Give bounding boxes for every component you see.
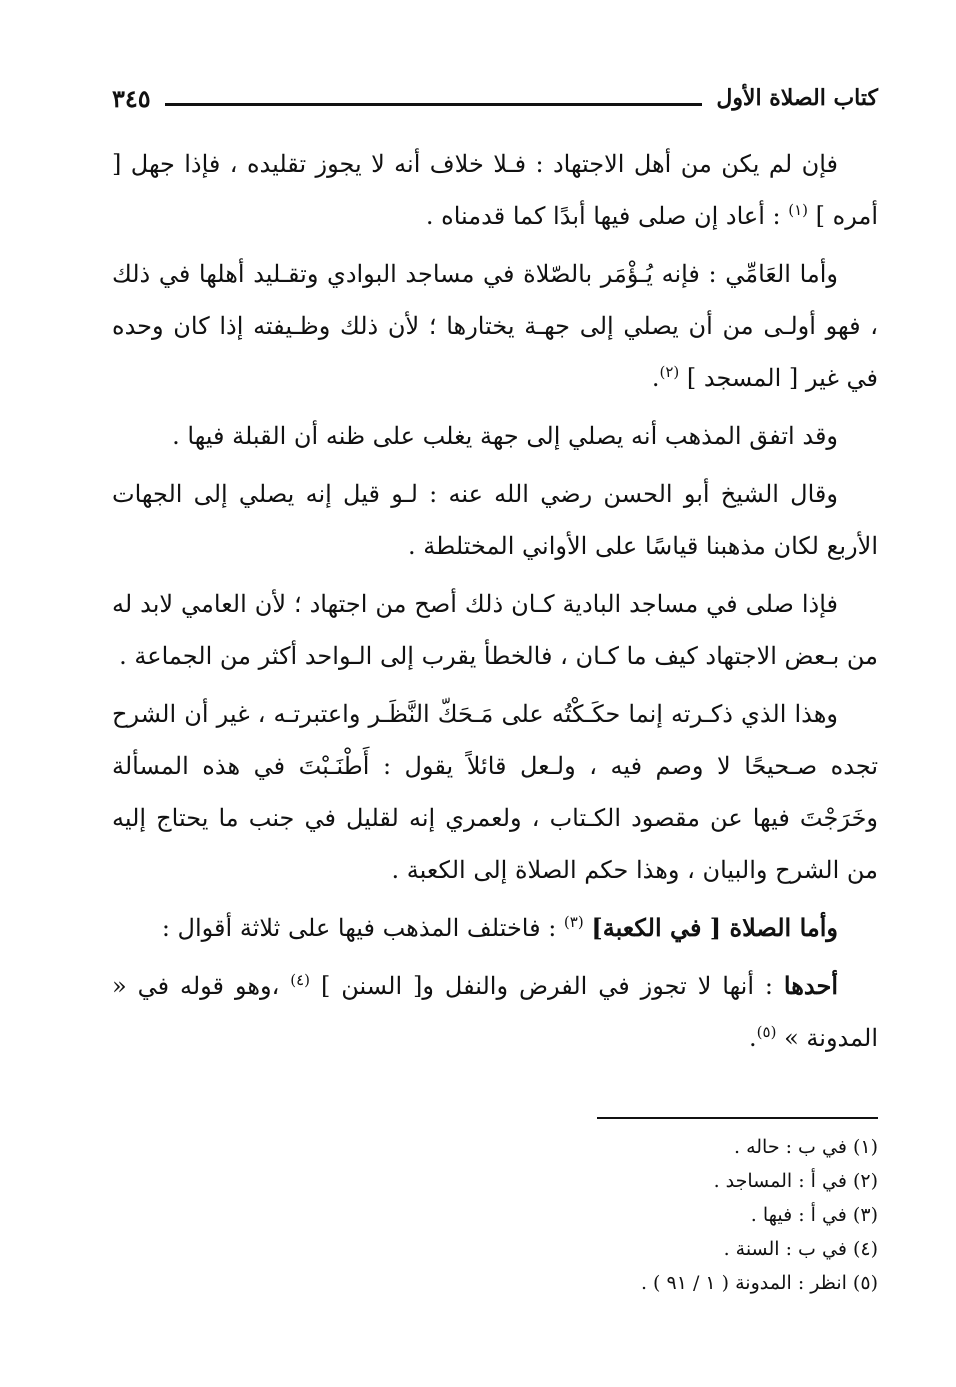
running-header xyxy=(112,78,878,118)
footnote: (٤) في ب : السنة . xyxy=(723,1238,878,1260)
paragraph: وهذا الذي ذكـرته إنما حكَـكْتُه على مَـحَكّ النَّظَـر واعتبرتـه ، غير أن الشرح تجده صـحيحًا لا وصم فيه ، ولـعل قائلاً يقول : أَطْنَـبْتَ في هذه المسألة وخَرَجْتَ فيها عن مقصود الكـتاب ، ولعمري إنه لقليل في جنب ما يحتاج إليه من الشرح والبيان ، وهذا حكم الصلاة إلى الكعبة . xyxy=(112,700,878,884)
section-lead: أحدها xyxy=(783,971,838,1000)
page-number: ٣٤٥ xyxy=(112,83,151,113)
section-lead: وأما الصلاة [ في الكعبة] xyxy=(591,913,838,942)
paragraph: وقد اتفق المذهب أنه يصلي إلى جهة يغلب على ظنه أن القبلة فيها . xyxy=(172,422,838,450)
paragraph: فإن لم يكن من أهل الاجتهاد : فـلا خلاف أنه لا يجوز تقليده ، فإذا جهل [ أمره ] $^{(١)}$ : أعاد إن صلى فيها أبدًا كما قدمناه . xyxy=(112,150,878,230)
footnote-ref: (١) xyxy=(788,201,809,219)
paragraph: وأما الصلاة [ في الكعبة] $^{(٣)}$ : فاختلف المذهب فيها على ثلاثة أقوال : xyxy=(161,913,838,942)
paragraph: وأما العَامِّي : فإنه يُـؤْمَر بالصّلاة في مساجد البوادي وتقـليد أهلها في ذلك ، فهو أولـى من أن يصلي إلى جهـة يختارها ؛ لأن ذلك وظـيفته إذا كان وحده في غير [ المسجد ] $^{(٢)}$. xyxy=(112,260,878,392)
footnote-ref: (٤) xyxy=(290,971,311,989)
footnote: (٣) في أ : فيها . xyxy=(750,1204,878,1226)
footnote: (٥) انظر : المدونة ( ١ / ٩١ ) . xyxy=(640,1272,878,1294)
paragraph: أحدها : أنها لا تجوز في الفرض والنفل و[ السنن ] $^{(٤)}$ ،وهو قوله في « المدونة » $^{(٥)}$. xyxy=(112,971,878,1052)
footnote-ref: (٢) xyxy=(659,363,680,381)
footnote: (٢) في أ : المساجد . xyxy=(713,1170,878,1192)
paragraph: وقال الشيخ أبو الحسن رضي الله عنه : لـو قيل إنه يصلي إلى الجهات الأربع لكان مذهبنا قياسًا على الأواني المختلطة . xyxy=(112,480,878,560)
paragraph: فإذا صلى في مساجد البادية كـان ذلك أصح من اجتهاد ؛ لأن العامي لابد له من بـعض الاجتهاد كيف ما كـان ، فالخطأ يقرب إلى الـواحد أكثر من الجماعة . xyxy=(112,590,878,670)
header-rule xyxy=(165,103,703,106)
footnote: (١) في ب : حاله . xyxy=(733,1136,878,1158)
main-text xyxy=(112,138,878,1070)
footnote-ref: (٣) xyxy=(563,913,584,931)
footnote-divider xyxy=(597,1117,878,1119)
book-title: كتاب الصلاة الأول xyxy=(716,85,878,111)
footnotes xyxy=(400,1130,878,1300)
footnote-ref: (٥) xyxy=(756,1023,777,1041)
